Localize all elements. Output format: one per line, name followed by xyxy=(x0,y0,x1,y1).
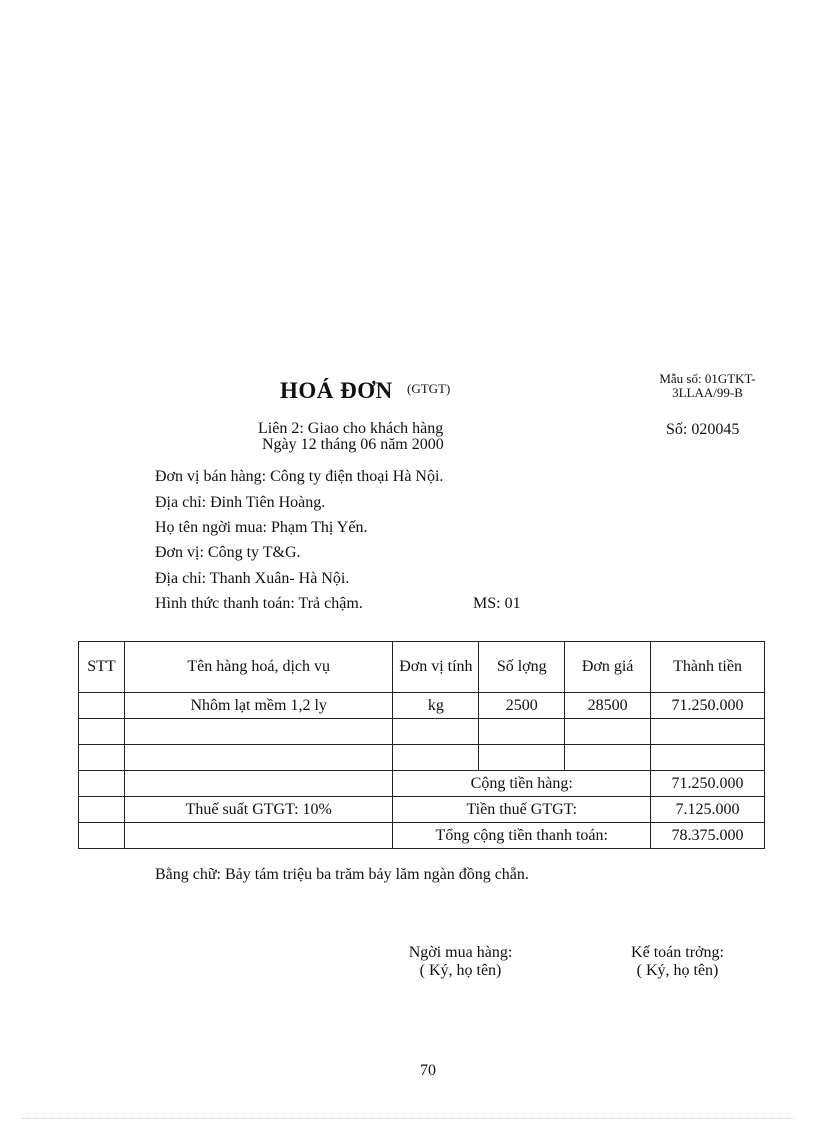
total-value: 78.375.000 xyxy=(651,823,765,849)
col-header-name: Tên hàng hoá, dịch vụ xyxy=(124,642,392,693)
accountant-signature-note: ( Ký, họ tên) xyxy=(636,962,719,979)
cell-item-name: Nhôm lạt mềm 1,2 ly xyxy=(124,693,392,719)
form-number xyxy=(640,372,775,400)
col-header-amount: Thành tiền xyxy=(651,642,765,693)
col-header-price: Đơn giá xyxy=(565,642,651,693)
tax-value: 7.125.000 xyxy=(651,797,765,823)
total-label: Tổng cộng tiền thanh toán: xyxy=(393,823,651,849)
page-number: 70 xyxy=(420,1062,436,1079)
subtotal-value: 71.250.000 xyxy=(651,771,765,797)
seller-address: Địa chỉ: Đinh Tiên Hoàng. xyxy=(155,494,326,511)
tax-row xyxy=(79,797,765,823)
buyer-name: Họ tên ngời mua: Phạm Thị Yến. xyxy=(155,519,368,536)
form-number-line2: 3LLAA/99-B xyxy=(672,385,743,400)
invoice-table xyxy=(78,641,765,849)
table-row-empty xyxy=(79,719,765,745)
col-header-qty: Số lợng xyxy=(479,642,565,693)
accountant-signature-title: Kế toán trởng: xyxy=(631,944,724,961)
buyer-signature-note: ( Ký, họ tên) xyxy=(419,962,502,979)
invoice-title-suffix: (GTGT) xyxy=(407,381,451,396)
payment-method: Hình thức thanh toán: Trả chậm. xyxy=(155,595,363,612)
subtotal-row xyxy=(79,771,765,797)
buyer-address: Địa chỉ: Thanh Xuân- Hà Nội. xyxy=(155,570,350,587)
page-bottom-divider xyxy=(22,1118,794,1119)
cell-unit: kg xyxy=(393,693,479,719)
col-header-unit: Đơn vị tính xyxy=(393,642,479,693)
tax-code: MS: 01 xyxy=(473,595,521,612)
table-row-empty xyxy=(79,745,765,771)
invoice-title: HOÁ ĐƠN xyxy=(280,378,393,403)
total-row xyxy=(79,823,765,849)
cell-amount: 71.250.000 xyxy=(651,693,765,719)
cell-stt xyxy=(79,693,125,719)
buyer-signature xyxy=(388,944,533,980)
subtotal-label: Cộng tiền hàng: xyxy=(393,771,651,797)
accountant-signature xyxy=(610,944,745,980)
buyer-signature-title: Ngời mua hàng: xyxy=(408,944,513,961)
serial-number: Số: 020045 xyxy=(666,421,740,438)
table-header-row xyxy=(79,642,765,693)
invoice-date: Ngày 12 tháng 06 năm 2000 xyxy=(262,436,444,453)
table-row xyxy=(79,693,765,719)
copy-label: Liên 2: Giao cho khách hàng xyxy=(258,420,444,437)
seller-name: Đơn vị bán hàng: Công ty điện thoại Hà Nội. xyxy=(155,468,444,485)
col-header-stt: STT xyxy=(79,642,125,693)
buyer-unit: Đơn vị: Công ty T&G. xyxy=(155,544,301,561)
tax-rate: Thuế suất GTGT: 10% xyxy=(124,797,392,823)
form-number-line1: Mẫu số: 01GTKT- xyxy=(659,371,756,386)
tax-label: Tiền thuế GTGT: xyxy=(393,797,651,823)
cell-price: 28500 xyxy=(565,693,651,719)
amount-in-words: Bằng chữ: Bảy tám triệu ba trăm bảy lăm ngàn đồng chẵn. xyxy=(155,866,529,883)
cell-qty: 2500 xyxy=(479,693,565,719)
